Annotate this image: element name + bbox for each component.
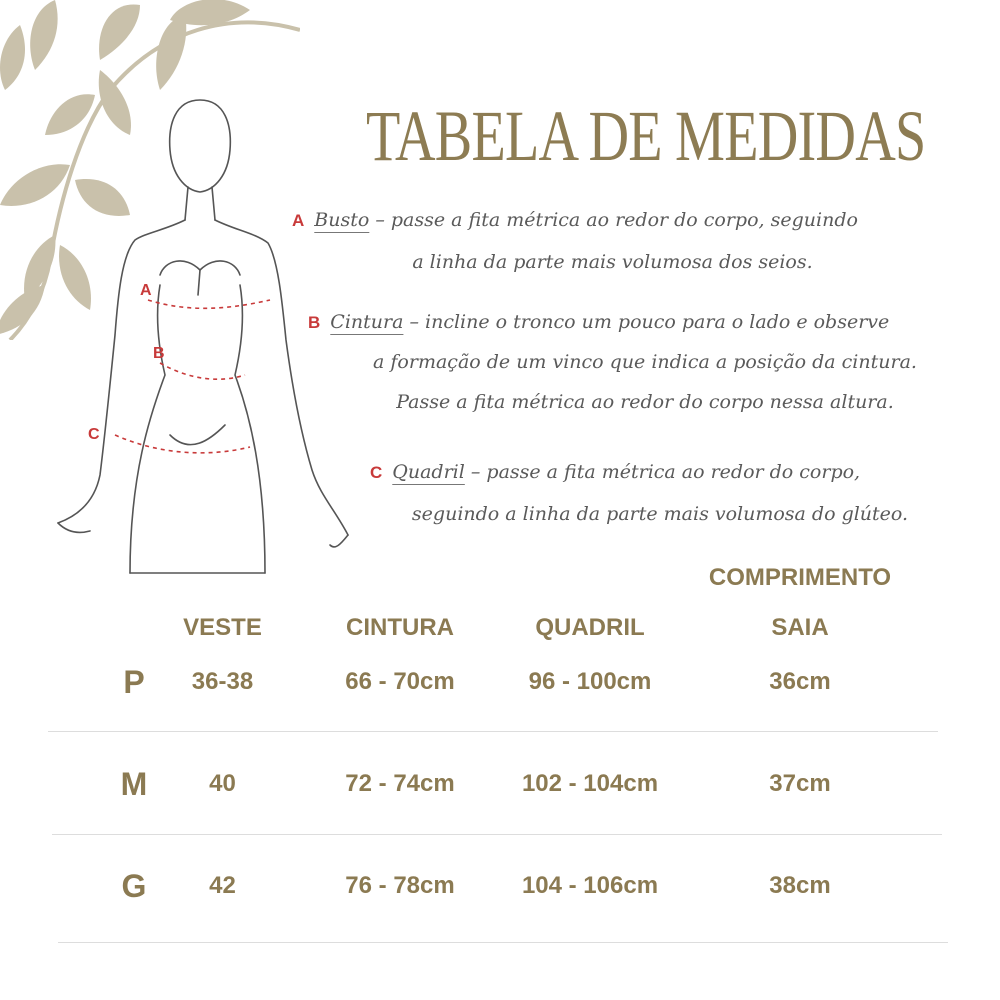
page-title: TABELA DE MEDIDAS (366, 96, 926, 176)
table-cell: 36cm (769, 668, 831, 695)
header-saia: SAIA (771, 614, 829, 641)
table-cell: 40 (209, 770, 236, 797)
table-cell: 104 - 106cm (521, 872, 659, 899)
table-cell: 76 - 78cm (345, 872, 455, 899)
row-divider (52, 834, 942, 835)
header-cintura: CINTURA (346, 614, 454, 641)
row-divider (48, 731, 938, 732)
instruction-letter: A (292, 211, 305, 230)
instruction-waist-line3: Passe a fita métrica ao redor do corpo nessa altura. (396, 391, 894, 413)
instruction-waist-line2: a formação de um vinco que indica a posição da cintura. (373, 351, 917, 373)
instruction-term: Busto (314, 209, 370, 231)
header-quadril: QUADRIL (535, 614, 645, 641)
size-label: G (121, 868, 147, 904)
figure-label-c: C (88, 426, 100, 443)
header-comprimento: COMPRIMENTO (708, 564, 892, 591)
instruction-term: Quadril (392, 461, 465, 483)
header-veste: VESTE (183, 614, 262, 641)
instruction-hip-line2: seguindo a linha da parte mais volumosa do glúteo. (411, 503, 909, 525)
table-cell: 42 (209, 872, 236, 899)
instruction-text: – passe a fita métrica ao redor do corpo, (464, 461, 861, 483)
instruction-bust (292, 200, 858, 241)
instruction-text: – passe a fita métrica ao redor do corpo, seguindo (369, 209, 858, 231)
size-label: P (123, 664, 145, 700)
size-label: M (120, 766, 148, 802)
table-cell: 102 - 104cm (521, 770, 659, 797)
instruction-term: Cintura (330, 311, 404, 333)
instruction-hip (370, 452, 860, 493)
instruction-text: – incline o tronco um pouco para o lado e observe (403, 311, 890, 333)
table-cell: 72 - 74cm (345, 770, 455, 797)
figure-label-b: B (153, 345, 165, 362)
figure-label-a: A (140, 282, 152, 299)
row-divider (58, 942, 948, 943)
table-cell: 37cm (769, 770, 831, 797)
instruction-waist (308, 302, 889, 343)
instruction-bust-line2: a linha da parte mais volumosa dos seios. (412, 251, 813, 273)
table-cell: 96 - 100cm (528, 668, 652, 695)
instruction-letter: B (308, 313, 321, 332)
table-cell: 36-38 (191, 668, 254, 695)
instruction-letter: C (370, 463, 383, 482)
table-cell: 66 - 70cm (345, 668, 455, 695)
table-cell: 38cm (769, 872, 831, 899)
